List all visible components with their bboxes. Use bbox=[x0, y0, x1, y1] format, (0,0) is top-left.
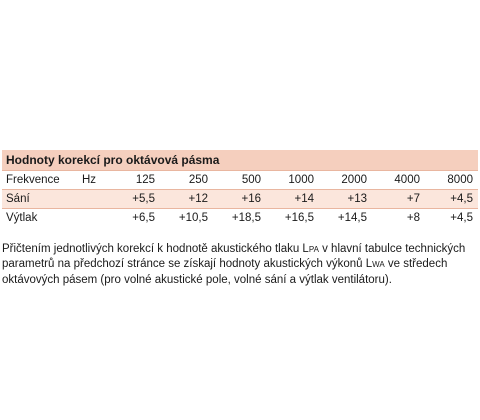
header-cell: 125 bbox=[135, 174, 155, 186]
header-cell: 500 bbox=[241, 174, 261, 186]
table-cell: +12 bbox=[188, 193, 208, 205]
header-cell: 4000 bbox=[394, 174, 420, 186]
header-label: Frekvence bbox=[6, 174, 60, 186]
note-text-1: Přičtením jednotlivých korekcí k hodnotě akustického tlaku L bbox=[2, 242, 309, 255]
table-cell: +5,5 bbox=[132, 193, 155, 205]
explanatory-note bbox=[2, 242, 478, 288]
row-label: Výtlak bbox=[6, 212, 38, 224]
row-unit-spacer bbox=[82, 190, 106, 208]
table-cell: +4,5 bbox=[450, 212, 473, 224]
header-cell: 1000 bbox=[288, 174, 314, 186]
table-cell: +6,5 bbox=[132, 212, 155, 224]
note-subscript-wa: WA bbox=[372, 260, 385, 269]
row-unit-spacer bbox=[82, 209, 106, 227]
table-cell: +16 bbox=[241, 193, 261, 205]
header-cell: 8000 bbox=[447, 174, 473, 186]
header-cell: 2000 bbox=[341, 174, 367, 186]
row-label: Sání bbox=[6, 193, 30, 205]
table-header-row bbox=[2, 171, 478, 190]
table-row-discharge bbox=[2, 209, 478, 227]
octave-correction-table bbox=[2, 150, 478, 227]
table-cell: +4,5 bbox=[450, 193, 473, 205]
table-cell: +14,5 bbox=[337, 212, 367, 224]
header-cell: 250 bbox=[188, 174, 208, 186]
table-cell: +18,5 bbox=[231, 212, 261, 224]
table-cell: +14 bbox=[294, 193, 314, 205]
note-subscript-pa: PA bbox=[308, 244, 319, 254]
note-text-3: ve středech oktávových pásem (pro volné akustické pole, volné sání a výtlak ventilátoru). bbox=[2, 258, 448, 286]
table-cell: +16,5 bbox=[284, 212, 314, 224]
table-cell: +8 bbox=[406, 212, 420, 224]
table-title: Hodnoty korekcí pro oktávová pásma bbox=[2, 150, 478, 171]
table-cell: +7 bbox=[406, 193, 420, 205]
header-unit: Hz bbox=[82, 174, 97, 186]
table-row-suction bbox=[2, 190, 478, 209]
table-cell: +13 bbox=[347, 193, 367, 205]
note-text-2: v hlavní tabulce technických parametrů na předchozí stránce se získají hodnoty akustických výkonů L bbox=[2, 242, 466, 270]
table-cell: +10,5 bbox=[178, 212, 208, 224]
